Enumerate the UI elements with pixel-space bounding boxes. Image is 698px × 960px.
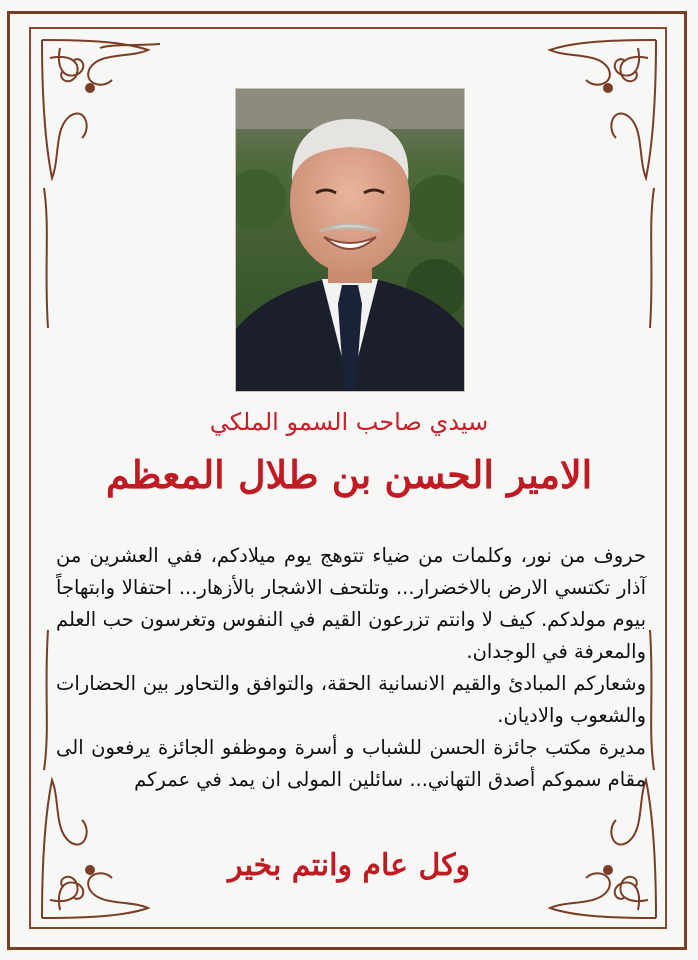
ornament-corner-top-right xyxy=(538,28,668,348)
message-paragraph: مديرة مكتب جائزة الحسن للشباب و أسرة وموظفو الجائزة يرفعون الى مقام سموكم أصدق التهاني... سائلين المولى ان يمد في عمركم xyxy=(56,736,646,791)
message-paragraph: حروف من نور، وكلمات من ضياء تتوهج يوم ميلادكم، ففي العشرين من آذار تكتسي الارض بالاخضرار... وتلتحف الاشجار بالأزهار... احتفالا وابتهاجاً بيوم مولدكم. كيف لا وانتم تزرعون القيم في النفوس وتغرسون حب العلم والمعرفة في الوجدان. xyxy=(56,544,646,663)
honorific-subtitle: سيدي صاحب السمو الملكي xyxy=(209,408,489,436)
portrait-illustration xyxy=(236,89,464,391)
portrait-photo xyxy=(236,89,464,391)
message-body xyxy=(56,540,646,796)
closing-greeting: وكل عام وانتم بخير xyxy=(228,848,470,883)
message-paragraph: وشعاركم المبادئ والقيم الانسانية الحقة، والتوافق والتحاور بين الحضارات والشعوب والاديان. xyxy=(56,672,646,727)
ornament-corner-top-left xyxy=(30,28,160,348)
prince-name-title: الامير الحسن بن طلال المعظم xyxy=(105,452,593,497)
